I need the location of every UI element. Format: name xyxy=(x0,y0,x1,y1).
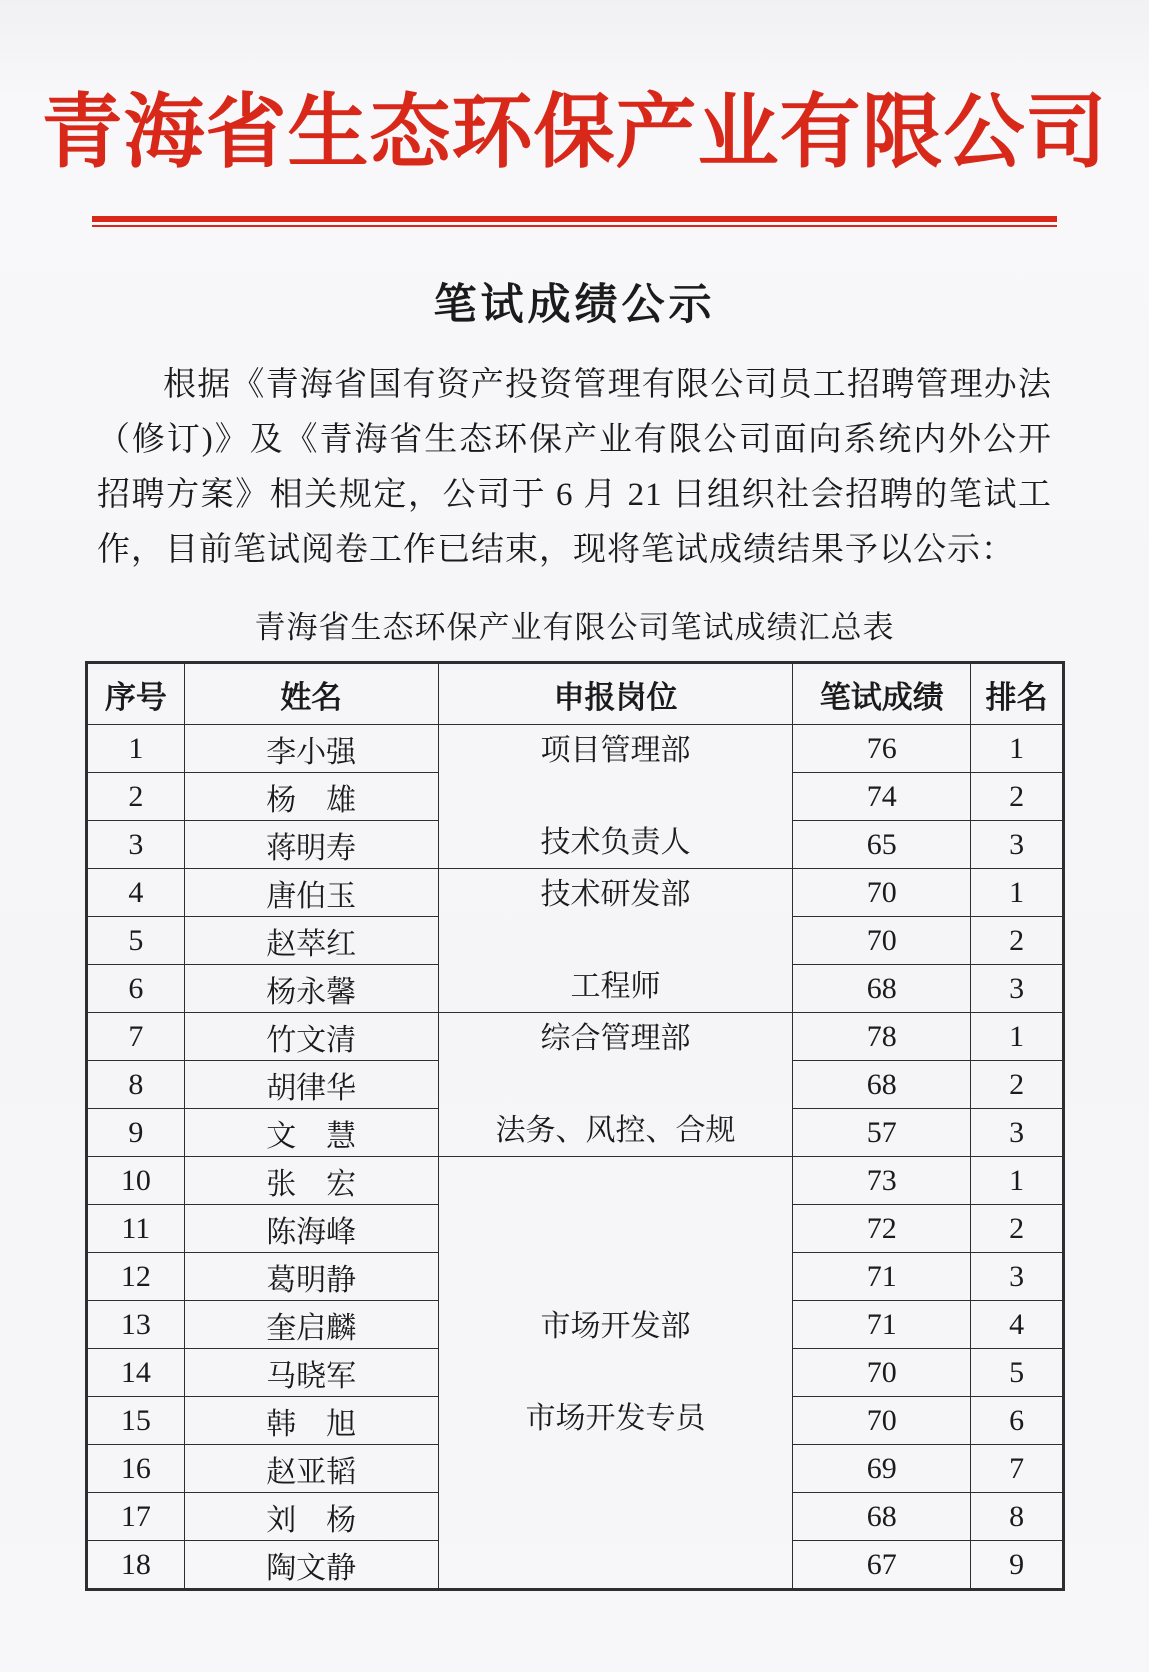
rank-cell: 3 xyxy=(971,1109,1064,1157)
score-cell: 73 xyxy=(793,1157,971,1205)
letterhead-rule-thin xyxy=(92,225,1057,227)
serial-cell: 7 xyxy=(87,1013,185,1061)
rank-cell: 1 xyxy=(971,725,1064,773)
rank-cell: 5 xyxy=(971,1349,1064,1397)
position-cell xyxy=(438,1157,793,1590)
col-header-name: 姓名 xyxy=(184,663,438,725)
name-cell: 陶文静 xyxy=(184,1541,438,1590)
name-cell: 奎启麟 xyxy=(184,1301,438,1349)
serial-cell: 1 xyxy=(87,725,185,773)
position-cell xyxy=(438,869,793,1013)
position-dept: 技术研发部 xyxy=(540,878,691,911)
position-cell xyxy=(438,725,793,869)
score-cell: 78 xyxy=(793,1013,971,1061)
table-row xyxy=(87,1013,1064,1061)
rank-cell: 1 xyxy=(971,1013,1064,1061)
score-cell: 68 xyxy=(793,1493,971,1541)
col-header-score: 笔试成绩 xyxy=(793,663,971,725)
name-cell: 文 慧 xyxy=(184,1109,438,1157)
position-dept: 项目管理部 xyxy=(540,734,691,767)
paragraph-line-2: （修订)》及《青海省生态环保产业有限公司面向系统内外公开 xyxy=(97,422,1052,458)
serial-cell: 12 xyxy=(87,1253,185,1301)
score-cell: 65 xyxy=(793,821,971,869)
score-cell: 70 xyxy=(793,1397,971,1445)
serial-cell: 10 xyxy=(87,1157,185,1205)
serial-cell: 14 xyxy=(87,1349,185,1397)
rank-cell: 2 xyxy=(971,773,1064,821)
position-cell xyxy=(438,1013,793,1157)
name-cell: 杨永馨 xyxy=(184,965,438,1013)
name-cell: 赵萃红 xyxy=(184,917,438,965)
serial-cell: 4 xyxy=(87,869,185,917)
score-cell: 70 xyxy=(793,917,971,965)
rank-cell: 1 xyxy=(971,1157,1064,1205)
serial-cell: 11 xyxy=(87,1205,185,1253)
score-table-body xyxy=(87,725,1064,1590)
name-cell: 杨 雄 xyxy=(184,773,438,821)
serial-cell: 18 xyxy=(87,1541,185,1590)
name-cell: 蒋明寿 xyxy=(184,821,438,869)
serial-cell: 16 xyxy=(87,1445,185,1493)
company-letterhead-title: 青海省生态环保产业有限公司 xyxy=(41,88,1108,178)
score-table xyxy=(85,661,1065,1591)
rank-cell: 2 xyxy=(971,1061,1064,1109)
name-cell: 陈海峰 xyxy=(184,1205,438,1253)
table-row xyxy=(87,725,1064,773)
rank-cell: 4 xyxy=(971,1301,1064,1349)
table-row xyxy=(87,869,1064,917)
score-cell: 76 xyxy=(793,725,971,773)
score-cell: 71 xyxy=(793,1253,971,1301)
score-cell: 74 xyxy=(793,773,971,821)
name-cell: 马晓军 xyxy=(184,1349,438,1397)
score-cell: 69 xyxy=(793,1445,971,1493)
rank-cell: 3 xyxy=(971,821,1064,869)
name-cell: 葛明静 xyxy=(184,1253,438,1301)
paragraph-line-1: 根据《青海省国有资产投资管理有限公司员工招聘管理办法 xyxy=(163,367,1052,403)
header-row xyxy=(87,663,1064,725)
rank-cell: 6 xyxy=(971,1397,1064,1445)
score-cell: 72 xyxy=(793,1205,971,1253)
serial-cell: 8 xyxy=(87,1061,185,1109)
rank-cell: 7 xyxy=(971,1445,1064,1493)
score-cell: 70 xyxy=(793,1349,971,1397)
paragraph-line-4: 作，目前笔试阅卷工作已结束，现将笔试成绩结果予以公示： xyxy=(97,532,1015,568)
table-caption: 青海省生态环保产业有限公司笔试成绩汇总表 xyxy=(254,610,895,645)
col-header-position: 申报岗位 xyxy=(438,663,793,725)
name-cell: 竹文清 xyxy=(184,1013,438,1061)
rank-cell: 9 xyxy=(971,1541,1064,1590)
score-cell: 57 xyxy=(793,1109,971,1157)
name-cell: 李小强 xyxy=(184,725,438,773)
paragraph-line-3: 招聘方案》相关规定，公司于 6 月 21 日组织社会招聘的笔试工 xyxy=(97,477,1052,513)
position-dept: 综合管理部 xyxy=(540,1022,691,1055)
score-table-header xyxy=(87,663,1064,725)
score-cell: 70 xyxy=(793,869,971,917)
serial-cell: 9 xyxy=(87,1109,185,1157)
position-role: 市场开发专员 xyxy=(525,1402,706,1435)
rank-cell: 1 xyxy=(971,869,1064,917)
intro-paragraph xyxy=(97,358,1052,578)
serial-cell: 13 xyxy=(87,1301,185,1349)
position-role: 工程师 xyxy=(570,970,661,1003)
serial-cell: 2 xyxy=(87,773,185,821)
name-cell: 胡律华 xyxy=(184,1061,438,1109)
serial-cell: 6 xyxy=(87,965,185,1013)
serial-cell: 5 xyxy=(87,917,185,965)
rank-cell: 2 xyxy=(971,1205,1064,1253)
score-cell: 71 xyxy=(793,1301,971,1349)
serial-cell: 15 xyxy=(87,1397,185,1445)
position-dept: 市场开发部 xyxy=(540,1310,691,1343)
name-cell: 刘 杨 xyxy=(184,1493,438,1541)
score-cell: 68 xyxy=(793,1061,971,1109)
score-cell: 68 xyxy=(793,965,971,1013)
rank-cell: 3 xyxy=(971,1253,1064,1301)
position-role: 法务、风控、合规 xyxy=(495,1114,736,1147)
col-header-serial: 序号 xyxy=(87,663,185,725)
name-cell: 韩 旭 xyxy=(184,1397,438,1445)
document-title: 笔试成绩公示 xyxy=(433,282,716,329)
serial-cell: 3 xyxy=(87,821,185,869)
serial-cell: 17 xyxy=(87,1493,185,1541)
rank-cell: 2 xyxy=(971,917,1064,965)
position-role: 技术负责人 xyxy=(540,826,691,859)
rank-cell: 8 xyxy=(971,1493,1064,1541)
col-header-rank: 排名 xyxy=(971,663,1064,725)
table-row xyxy=(87,1157,1064,1205)
rank-cell: 3 xyxy=(971,965,1064,1013)
name-cell: 张 宏 xyxy=(184,1157,438,1205)
name-cell: 赵亚韬 xyxy=(184,1445,438,1493)
score-cell: 67 xyxy=(793,1541,971,1590)
letterhead-rule-thick xyxy=(92,216,1057,222)
name-cell: 唐伯玉 xyxy=(184,869,438,917)
